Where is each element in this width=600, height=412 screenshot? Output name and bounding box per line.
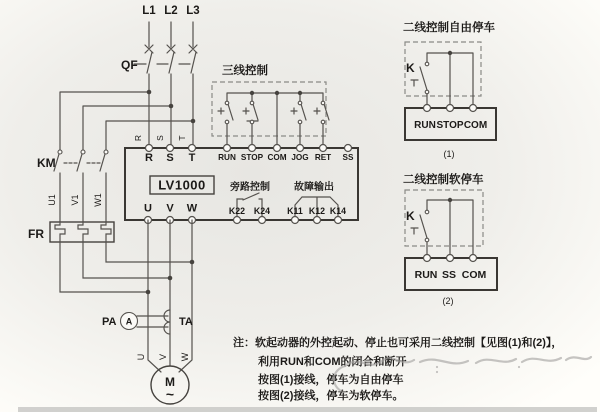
terminal-circle: [447, 255, 454, 262]
phase-label-l1: L1: [142, 5, 156, 17]
fr-return-wires: [60, 242, 192, 292]
note-line-1: 注：软起动器的外控起动、停止也可采用二线控制【见图(1)和(2)】，: [233, 337, 563, 349]
phase-label-l2: L2: [164, 5, 178, 17]
tw2-terminal-com: COM: [461, 269, 487, 281]
terminal-circle: [470, 105, 477, 112]
three-wire-control: [212, 63, 329, 145]
terminal-k14: K14: [329, 206, 347, 216]
note-line-2: 利用RUN和COM的闭合和断开: [258, 356, 407, 368]
two-wire-1-caption: (1): [443, 149, 455, 159]
terminal-circle: [424, 105, 431, 112]
two-wire-2-switch-blade: [420, 215, 427, 238]
two-wire-2-dashed-box: [405, 190, 483, 246]
terminal-k11: K11: [287, 206, 303, 216]
thermal-relay-section: [28, 222, 192, 292]
ammeter-glyph: A: [125, 316, 133, 327]
contact-point: [425, 90, 429, 94]
terminal-v: V: [166, 202, 174, 215]
bypass-control-label: 旁路控制: [230, 182, 270, 193]
two-wire-1-dashed-box: [405, 42, 481, 96]
contact-point: [425, 62, 429, 66]
terminal-circle: [470, 255, 477, 262]
km-contact-pivot: [104, 150, 108, 154]
contact-point: [425, 210, 429, 214]
terminal-ret: RET: [314, 153, 332, 162]
note-block: [233, 335, 562, 402]
km-contact-pivot: [58, 150, 62, 154]
contactor-label: KM: [37, 156, 56, 170]
three-wire-button-blades: [228, 104, 329, 120]
note-line-3: 按图(1)接线，停车为自由停车: [258, 374, 404, 386]
branch-wires: [60, 92, 193, 150]
ammeter-ct-loop: [137, 316, 168, 327]
two-wire-1-title: 二线控制自由停车: [403, 22, 495, 34]
two-wire-free-stop: [403, 20, 496, 159]
terminal-stop: STOP: [240, 153, 264, 162]
three-wire-button-actuators: [218, 108, 320, 114]
two-wire-2-title: 二线控制软停车: [403, 174, 484, 186]
two-wire-2-caption: (2): [442, 296, 454, 306]
km-contact-pivot: [81, 150, 85, 154]
terminal-run: RUN: [218, 153, 236, 162]
line-mark-r: R: [133, 134, 143, 142]
terminal-r: R: [145, 152, 153, 164]
km-mark-w1: W1: [93, 193, 103, 207]
two-wire-1-switch-blade: [420, 67, 427, 90]
two-wire-1-wires: [427, 53, 473, 105]
three-wire-title: 三线控制: [222, 65, 268, 77]
tw2-terminal-ss: SS: [441, 269, 457, 281]
top-terminal-labels: [145, 152, 354, 164]
two-wire-2-switch-label: K: [406, 209, 415, 223]
terminal-k12: K12: [308, 206, 326, 216]
terminal-circle: [424, 255, 431, 262]
line-mark-t: T: [177, 135, 187, 141]
ct-coils: [164, 310, 170, 334]
two-wire-soft-stop: [403, 172, 497, 306]
motor-output-section: [102, 220, 193, 404]
terminal-circle: [447, 105, 454, 112]
terminal-u: U: [144, 202, 152, 215]
model-name: LV1000: [158, 177, 206, 193]
two-wire-2-switch-actuator: [411, 228, 418, 234]
km-mark-u1: U1: [47, 194, 57, 206]
terminal-w: W: [186, 202, 198, 215]
starter-unit: [125, 135, 358, 224]
note-line-4: 按图(2)接线，停车为软停车。: [258, 390, 404, 402]
supply-section: [121, 5, 200, 145]
terminal-jog: JOG: [291, 153, 309, 162]
breaker-blades: [147, 52, 196, 73]
ammeter-label: PA: [102, 316, 117, 328]
fr-elements: [55, 222, 111, 242]
two-wire-2-wires: [427, 200, 473, 255]
three-wire-contact-points: [225, 101, 325, 124]
phase-label-l3: L3: [186, 5, 200, 17]
fault-output-label: 故障输出: [294, 182, 334, 193]
terminal-ss: SS: [342, 153, 354, 162]
terminal-k24: K24: [253, 206, 271, 216]
terminal-com: COM: [267, 153, 287, 162]
motor-mark-v: V: [158, 353, 168, 361]
two-wire-1-switch-actuator: [411, 80, 418, 86]
two-wire-1-switch-label: K: [406, 61, 415, 75]
motor-wave: ~: [165, 386, 175, 402]
tw2-terminal-run: RUN: [414, 269, 438, 281]
breaker-label: QF: [121, 58, 138, 72]
ct-label: TA: [179, 316, 193, 328]
terminal-s: S: [166, 152, 174, 164]
motor-mark-u: U: [136, 353, 146, 361]
tw1-terminal-stop: STOP: [436, 120, 464, 131]
tw1-terminal-run: RUN: [414, 120, 436, 131]
line-mark-s: S: [155, 135, 165, 141]
motor-mark-w: W: [180, 352, 190, 362]
scan-edge-shadow: [18, 407, 597, 412]
output-wires: [148, 220, 192, 372]
km-mark-v1: V1: [70, 194, 80, 206]
bottom-terminal-labels: [144, 203, 346, 217]
terminal-t: T: [188, 152, 196, 164]
supply-wires: [149, 22, 193, 145]
three-wire-bus-and-leads: [227, 93, 323, 145]
motor-letter: M: [165, 375, 175, 389]
tw1-terminal-com: COM: [463, 120, 488, 131]
terminal-k22: K22: [228, 206, 246, 216]
contact-point: [425, 238, 429, 242]
thermal-relay-label: FR: [28, 227, 44, 241]
